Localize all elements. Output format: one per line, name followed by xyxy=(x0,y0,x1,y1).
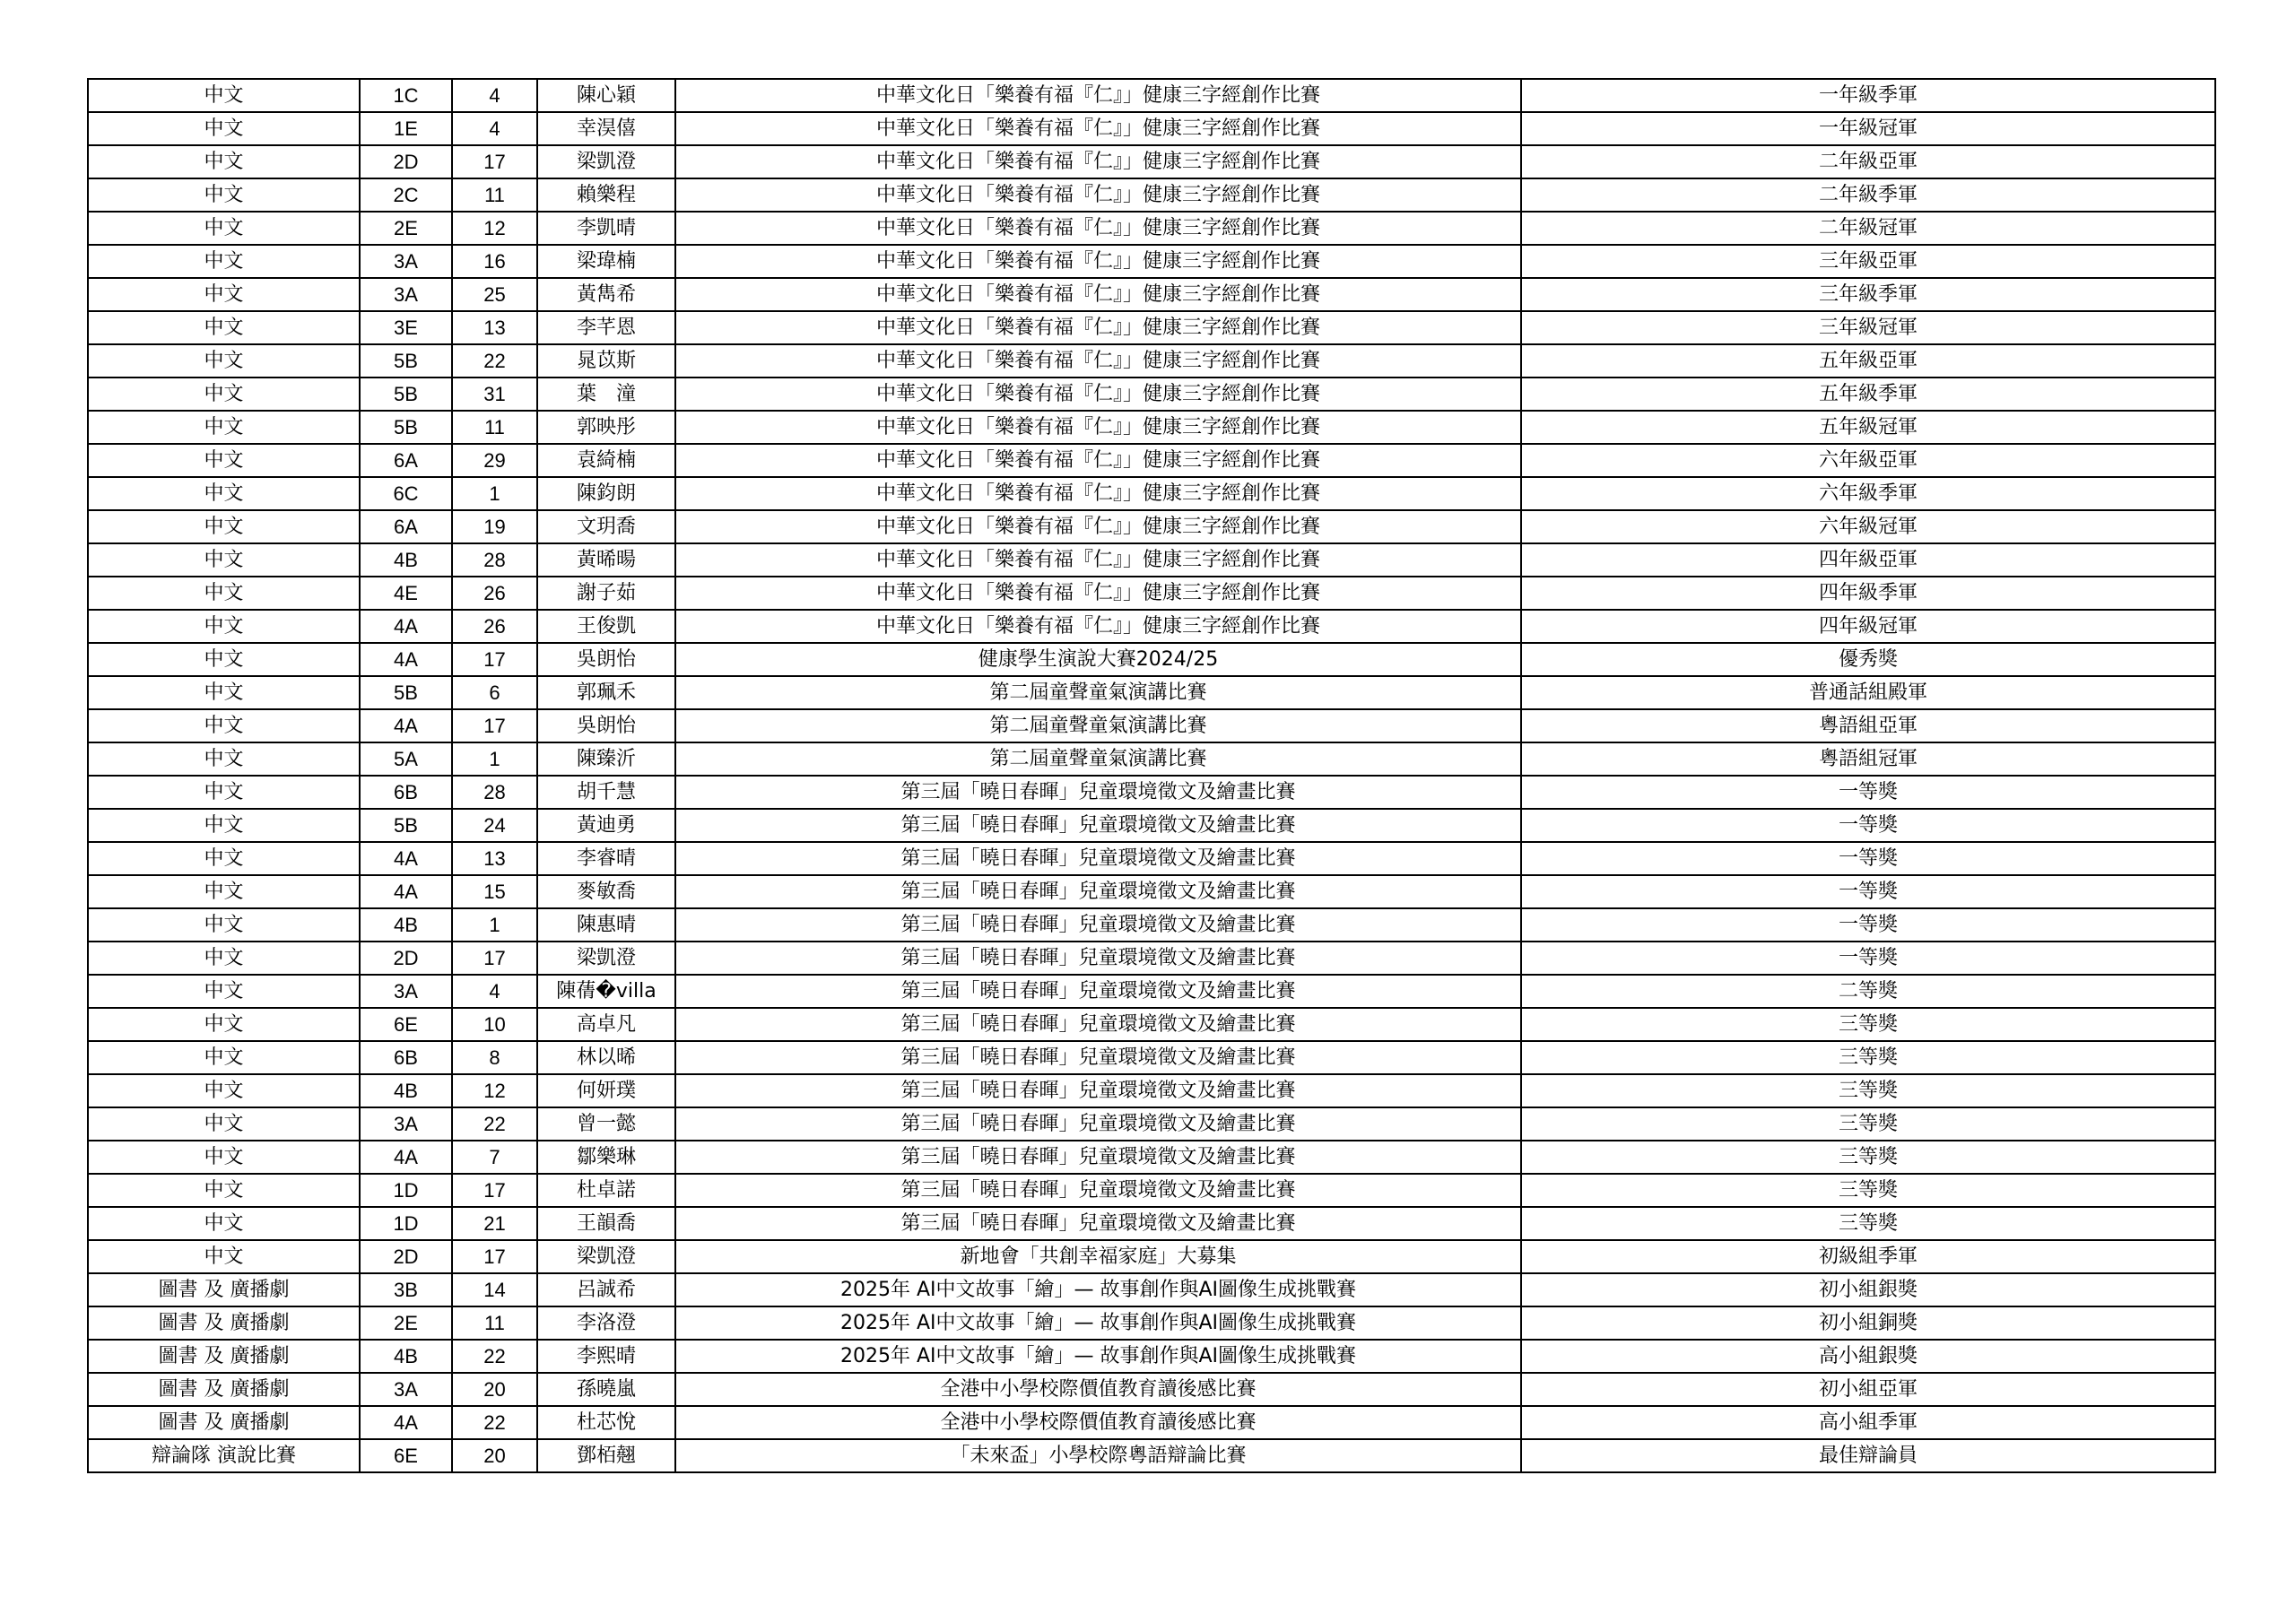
subject-cell: 中文 xyxy=(88,112,360,145)
competition-cell: 第三屆「曉日春暉」兒童環境徵文及繪畫比賽 xyxy=(675,809,1521,842)
table-row xyxy=(88,1174,2215,1207)
student-name-cell: 幸淏僖 xyxy=(537,112,675,145)
student-name-cell: 文玥喬 xyxy=(537,510,675,543)
competition-cell: 中華文化日「樂養有福『仁』」健康三字經創作比賽 xyxy=(675,311,1521,344)
competition-cell: 中華文化日「樂養有福『仁』」健康三字經創作比賽 xyxy=(675,79,1521,112)
class-cell: 3E xyxy=(360,311,452,344)
subject-cell: 中文 xyxy=(88,145,360,178)
student-name-cell: 陳心穎 xyxy=(537,79,675,112)
student-number-cell: 28 xyxy=(452,543,537,577)
table-row xyxy=(88,444,2215,477)
awards-table-body xyxy=(88,79,2215,1472)
student-name-cell: 林以晞 xyxy=(537,1041,675,1074)
student-name-cell: 郭映彤 xyxy=(537,411,675,444)
competition-cell: 中華文化日「樂養有福『仁』」健康三字經創作比賽 xyxy=(675,477,1521,510)
student-number-cell: 1 xyxy=(452,908,537,942)
subject-cell: 圖書 及 廣播劇 xyxy=(88,1273,360,1306)
subject-cell: 中文 xyxy=(88,1107,360,1141)
subject-cell: 中文 xyxy=(88,1008,360,1041)
award-cell: 三等獎 xyxy=(1521,1174,2215,1207)
student-number-cell: 17 xyxy=(452,942,537,975)
competition-cell: 全港中小學校際價值教育讀後感比賽 xyxy=(675,1373,1521,1406)
student-name-cell: 陳惠晴 xyxy=(537,908,675,942)
subject-cell: 中文 xyxy=(88,510,360,543)
competition-cell: 2025年 AI中文故事「繪」— 故事創作與AI圖像生成挑戰賽 xyxy=(675,1273,1521,1306)
student-name-cell: 賴樂程 xyxy=(537,178,675,212)
table-row xyxy=(88,1273,2215,1306)
student-number-cell: 4 xyxy=(452,112,537,145)
competition-cell: 2025年 AI中文故事「繪」— 故事創作與AI圖像生成挑戰賽 xyxy=(675,1306,1521,1340)
class-cell: 3A xyxy=(360,245,452,278)
competition-cell: 新地會「共創幸福家庭」大募集 xyxy=(675,1240,1521,1273)
subject-cell: 中文 xyxy=(88,776,360,809)
competition-cell: 中華文化日「樂養有福『仁』」健康三字經創作比賽 xyxy=(675,510,1521,543)
competition-cell: 中華文化日「樂養有福『仁』」健康三字經創作比賽 xyxy=(675,378,1521,411)
student-name-cell: 梁瑋楠 xyxy=(537,245,675,278)
table-row xyxy=(88,577,2215,610)
subject-cell: 圖書 及 廣播劇 xyxy=(88,1340,360,1373)
student-number-cell: 20 xyxy=(452,1439,537,1472)
student-name-cell: 梁凱澄 xyxy=(537,942,675,975)
subject-cell: 中文 xyxy=(88,543,360,577)
class-cell: 5B xyxy=(360,809,452,842)
subject-cell: 中文 xyxy=(88,809,360,842)
subject-cell: 中文 xyxy=(88,742,360,776)
subject-cell: 辯論隊 演說比賽 xyxy=(88,1439,360,1472)
award-cell: 三等獎 xyxy=(1521,1141,2215,1174)
table-row xyxy=(88,1107,2215,1141)
table-row xyxy=(88,112,2215,145)
student-name-cell: 葉 潼 xyxy=(537,378,675,411)
student-number-cell: 17 xyxy=(452,145,537,178)
competition-cell: 中華文化日「樂養有福『仁』」健康三字經創作比賽 xyxy=(675,245,1521,278)
student-number-cell: 24 xyxy=(452,809,537,842)
student-name-cell: 吳朗怡 xyxy=(537,709,675,742)
table-row xyxy=(88,411,2215,444)
table-row xyxy=(88,742,2215,776)
subject-cell: 中文 xyxy=(88,908,360,942)
table-row xyxy=(88,1008,2215,1041)
student-name-cell: 何妍璞 xyxy=(537,1074,675,1107)
class-cell: 6E xyxy=(360,1008,452,1041)
award-cell: 三年級亞軍 xyxy=(1521,245,2215,278)
student-name-cell: 陳鈞朗 xyxy=(537,477,675,510)
award-cell: 二年級亞軍 xyxy=(1521,145,2215,178)
student-name-cell: 黃雋希 xyxy=(537,278,675,311)
awards-table xyxy=(87,78,2216,1473)
student-name-cell: 胡千慧 xyxy=(537,776,675,809)
competition-cell: 第二屆童聲童氣演講比賽 xyxy=(675,709,1521,742)
student-number-cell: 16 xyxy=(452,245,537,278)
student-number-cell: 26 xyxy=(452,577,537,610)
student-number-cell: 22 xyxy=(452,1107,537,1141)
competition-cell: 「未來盃」小學校際粵語辯論比賽 xyxy=(675,1439,1521,1472)
table-row xyxy=(88,212,2215,245)
student-name-cell: 黃晞暘 xyxy=(537,543,675,577)
class-cell: 4A xyxy=(360,709,452,742)
student-name-cell: 袁綺楠 xyxy=(537,444,675,477)
table-row xyxy=(88,1041,2215,1074)
table-row xyxy=(88,676,2215,709)
table-row xyxy=(88,378,2215,411)
student-number-cell: 26 xyxy=(452,610,537,643)
subject-cell: 中文 xyxy=(88,245,360,278)
award-cell: 初小組銅獎 xyxy=(1521,1306,2215,1340)
class-cell: 6A xyxy=(360,510,452,543)
subject-cell: 中文 xyxy=(88,311,360,344)
subject-cell: 中文 xyxy=(88,709,360,742)
award-cell: 高小組銀獎 xyxy=(1521,1340,2215,1373)
class-cell: 5A xyxy=(360,742,452,776)
student-number-cell: 17 xyxy=(452,1240,537,1273)
table-row xyxy=(88,875,2215,908)
subject-cell: 中文 xyxy=(88,1041,360,1074)
subject-cell: 中文 xyxy=(88,1240,360,1273)
award-cell: 一年級冠軍 xyxy=(1521,112,2215,145)
student-number-cell: 4 xyxy=(452,975,537,1008)
class-cell: 4E xyxy=(360,577,452,610)
class-cell: 6B xyxy=(360,1041,452,1074)
student-name-cell: 黃迪勇 xyxy=(537,809,675,842)
competition-cell: 第三屆「曉日春暉」兒童環境徵文及繪畫比賽 xyxy=(675,1107,1521,1141)
student-number-cell: 22 xyxy=(452,1340,537,1373)
competition-cell: 中華文化日「樂養有福『仁』」健康三字經創作比賽 xyxy=(675,145,1521,178)
student-number-cell: 21 xyxy=(452,1207,537,1240)
student-number-cell: 1 xyxy=(452,477,537,510)
subject-cell: 中文 xyxy=(88,411,360,444)
award-cell: 最佳辯論員 xyxy=(1521,1439,2215,1472)
student-name-cell: 梁凱澄 xyxy=(537,145,675,178)
class-cell: 3B xyxy=(360,1273,452,1306)
table-row xyxy=(88,510,2215,543)
class-cell: 5B xyxy=(360,411,452,444)
student-number-cell: 12 xyxy=(452,212,537,245)
student-number-cell: 28 xyxy=(452,776,537,809)
competition-cell: 中華文化日「樂養有福『仁』」健康三字經創作比賽 xyxy=(675,278,1521,311)
competition-cell: 中華文化日「樂養有福『仁』」健康三字經創作比賽 xyxy=(675,610,1521,643)
competition-cell: 中華文化日「樂養有福『仁』」健康三字經創作比賽 xyxy=(675,344,1521,378)
award-cell: 一年級季軍 xyxy=(1521,79,2215,112)
student-number-cell: 7 xyxy=(452,1141,537,1174)
table-row xyxy=(88,543,2215,577)
subject-cell: 中文 xyxy=(88,676,360,709)
student-number-cell: 17 xyxy=(452,1174,537,1207)
class-cell: 4A xyxy=(360,875,452,908)
table-row xyxy=(88,245,2215,278)
award-cell: 三等獎 xyxy=(1521,1207,2215,1240)
class-cell: 2D xyxy=(360,145,452,178)
student-name-cell: 梁凱澄 xyxy=(537,1240,675,1273)
student-name-cell: 李洛澄 xyxy=(537,1306,675,1340)
subject-cell: 中文 xyxy=(88,477,360,510)
award-cell: 初級組季軍 xyxy=(1521,1240,2215,1273)
student-name-cell: 王俊凱 xyxy=(537,610,675,643)
table-row xyxy=(88,1306,2215,1340)
award-cell: 二年級季軍 xyxy=(1521,178,2215,212)
competition-cell: 第三屆「曉日春暉」兒童環境徵文及繪畫比賽 xyxy=(675,908,1521,942)
award-cell: 一等獎 xyxy=(1521,776,2215,809)
student-number-cell: 17 xyxy=(452,643,537,676)
subject-cell: 中文 xyxy=(88,444,360,477)
award-cell: 優秀獎 xyxy=(1521,643,2215,676)
student-name-cell: 杜芯悅 xyxy=(537,1406,675,1439)
award-cell: 一等獎 xyxy=(1521,809,2215,842)
student-number-cell: 13 xyxy=(452,311,537,344)
competition-cell: 中華文化日「樂養有福『仁』」健康三字經創作比賽 xyxy=(675,212,1521,245)
class-cell: 1D xyxy=(360,1207,452,1240)
class-cell: 3A xyxy=(360,278,452,311)
class-cell: 4B xyxy=(360,1074,452,1107)
class-cell: 6A xyxy=(360,444,452,477)
competition-cell: 中華文化日「樂養有福『仁』」健康三字經創作比賽 xyxy=(675,112,1521,145)
student-name-cell: 李睿晴 xyxy=(537,842,675,875)
competition-cell: 第三屆「曉日春暉」兒童環境徵文及繪畫比賽 xyxy=(675,776,1521,809)
table-row xyxy=(88,1141,2215,1174)
award-cell: 三等獎 xyxy=(1521,1041,2215,1074)
award-cell: 粵語組亞軍 xyxy=(1521,709,2215,742)
class-cell: 6E xyxy=(360,1439,452,1472)
award-cell: 初小組亞軍 xyxy=(1521,1373,2215,1406)
competition-cell: 全港中小學校際價值教育讀後感比賽 xyxy=(675,1406,1521,1439)
student-name-cell: 鄒樂琳 xyxy=(537,1141,675,1174)
table-row xyxy=(88,178,2215,212)
subject-cell: 中文 xyxy=(88,1074,360,1107)
award-cell: 三等獎 xyxy=(1521,1107,2215,1141)
table-row xyxy=(88,278,2215,311)
award-cell: 一等獎 xyxy=(1521,908,2215,942)
table-row xyxy=(88,1074,2215,1107)
competition-cell: 第三屆「曉日春暉」兒童環境徵文及繪畫比賽 xyxy=(675,842,1521,875)
subject-cell: 中文 xyxy=(88,344,360,378)
table-row xyxy=(88,709,2215,742)
awards-table-container xyxy=(87,78,2214,1473)
competition-cell: 第三屆「曉日春暉」兒童環境徵文及繪畫比賽 xyxy=(675,1008,1521,1041)
award-cell: 三等獎 xyxy=(1521,1008,2215,1041)
class-cell: 4A xyxy=(360,643,452,676)
competition-cell: 健康學生演說大賽2024/25 xyxy=(675,643,1521,676)
class-cell: 4A xyxy=(360,1406,452,1439)
table-row xyxy=(88,344,2215,378)
competition-cell: 中華文化日「樂養有福『仁』」健康三字經創作比賽 xyxy=(675,543,1521,577)
table-row xyxy=(88,1439,2215,1472)
competition-cell: 第三屆「曉日春暉」兒童環境徵文及繪畫比賽 xyxy=(675,1207,1521,1240)
subject-cell: 中文 xyxy=(88,1207,360,1240)
student-number-cell: 10 xyxy=(452,1008,537,1041)
table-row xyxy=(88,1340,2215,1373)
class-cell: 6C xyxy=(360,477,452,510)
student-name-cell: 曾一懿 xyxy=(537,1107,675,1141)
class-cell: 5B xyxy=(360,676,452,709)
table-row xyxy=(88,79,2215,112)
table-row xyxy=(88,975,2215,1008)
competition-cell: 中華文化日「樂養有福『仁』」健康三字經創作比賽 xyxy=(675,178,1521,212)
class-cell: 1E xyxy=(360,112,452,145)
student-name-cell: 李熙晴 xyxy=(537,1340,675,1373)
student-number-cell: 20 xyxy=(452,1373,537,1406)
competition-cell: 第三屆「曉日春暉」兒童環境徵文及繪畫比賽 xyxy=(675,1174,1521,1207)
student-number-cell: 11 xyxy=(452,411,537,444)
table-row xyxy=(88,942,2215,975)
student-number-cell: 25 xyxy=(452,278,537,311)
subject-cell: 中文 xyxy=(88,577,360,610)
student-name-cell: 晁苡斯 xyxy=(537,344,675,378)
subject-cell: 中文 xyxy=(88,178,360,212)
competition-cell: 第三屆「曉日春暉」兒童環境徵文及繪畫比賽 xyxy=(675,1041,1521,1074)
student-number-cell: 11 xyxy=(452,1306,537,1340)
award-cell: 五年級冠軍 xyxy=(1521,411,2215,444)
award-cell: 五年級亞軍 xyxy=(1521,344,2215,378)
award-cell: 四年級亞軍 xyxy=(1521,543,2215,577)
student-name-cell: 王韻喬 xyxy=(537,1207,675,1240)
award-cell: 六年級冠軍 xyxy=(1521,510,2215,543)
student-name-cell: 陳臻沂 xyxy=(537,742,675,776)
award-cell: 粵語組冠軍 xyxy=(1521,742,2215,776)
award-cell: 三年級冠軍 xyxy=(1521,311,2215,344)
student-name-cell: 李芊恩 xyxy=(537,311,675,344)
competition-cell: 2025年 AI中文故事「繪」— 故事創作與AI圖像生成挑戰賽 xyxy=(675,1340,1521,1373)
class-cell: 6B xyxy=(360,776,452,809)
subject-cell: 中文 xyxy=(88,610,360,643)
student-name-cell: 呂誠希 xyxy=(537,1273,675,1306)
competition-cell: 第二屆童聲童氣演講比賽 xyxy=(675,676,1521,709)
award-cell: 二等獎 xyxy=(1521,975,2215,1008)
competition-cell: 中華文化日「樂養有福『仁』」健康三字經創作比賽 xyxy=(675,577,1521,610)
subject-cell: 中文 xyxy=(88,643,360,676)
student-number-cell: 4 xyxy=(452,79,537,112)
class-cell: 4B xyxy=(360,908,452,942)
competition-cell: 第三屆「曉日春暉」兒童環境徵文及繪畫比賽 xyxy=(675,875,1521,908)
competition-cell: 第三屆「曉日春暉」兒童環境徵文及繪畫比賽 xyxy=(675,942,1521,975)
student-number-cell: 11 xyxy=(452,178,537,212)
class-cell: 1D xyxy=(360,1174,452,1207)
class-cell: 2E xyxy=(360,1306,452,1340)
table-row xyxy=(88,643,2215,676)
student-name-cell: 鄧栢翹 xyxy=(537,1439,675,1472)
class-cell: 1C xyxy=(360,79,452,112)
class-cell: 2C xyxy=(360,178,452,212)
table-row xyxy=(88,311,2215,344)
class-cell: 2D xyxy=(360,1240,452,1273)
table-row xyxy=(88,776,2215,809)
subject-cell: 中文 xyxy=(88,79,360,112)
award-cell: 三等獎 xyxy=(1521,1074,2215,1107)
competition-cell: 中華文化日「樂養有福『仁』」健康三字經創作比賽 xyxy=(675,444,1521,477)
student-name-cell: 孫曉嵐 xyxy=(537,1373,675,1406)
award-cell: 高小組季軍 xyxy=(1521,1406,2215,1439)
award-cell: 四年級冠軍 xyxy=(1521,610,2215,643)
student-number-cell: 6 xyxy=(452,676,537,709)
award-cell: 初小組銀獎 xyxy=(1521,1273,2215,1306)
table-row xyxy=(88,1240,2215,1273)
table-row xyxy=(88,1406,2215,1439)
award-cell: 一等獎 xyxy=(1521,842,2215,875)
student-name-cell: 麥敏喬 xyxy=(537,875,675,908)
subject-cell: 圖書 及 廣播劇 xyxy=(88,1306,360,1340)
student-name-cell: 謝子茹 xyxy=(537,577,675,610)
competition-cell: 第三屆「曉日春暉」兒童環境徵文及繪畫比賽 xyxy=(675,1074,1521,1107)
subject-cell: 中文 xyxy=(88,278,360,311)
competition-cell: 第三屆「曉日春暉」兒童環境徵文及繪畫比賽 xyxy=(675,975,1521,1008)
student-number-cell: 19 xyxy=(452,510,537,543)
subject-cell: 圖書 及 廣播劇 xyxy=(88,1373,360,1406)
award-cell: 六年級季軍 xyxy=(1521,477,2215,510)
award-cell: 三年級季軍 xyxy=(1521,278,2215,311)
table-row xyxy=(88,145,2215,178)
student-number-cell: 12 xyxy=(452,1074,537,1107)
student-name-cell: 李凱晴 xyxy=(537,212,675,245)
table-row xyxy=(88,1207,2215,1240)
student-number-cell: 31 xyxy=(452,378,537,411)
subject-cell: 中文 xyxy=(88,378,360,411)
class-cell: 4B xyxy=(360,1340,452,1373)
class-cell: 2D xyxy=(360,942,452,975)
award-cell: 二年級冠軍 xyxy=(1521,212,2215,245)
class-cell: 3A xyxy=(360,975,452,1008)
table-row xyxy=(88,842,2215,875)
subject-cell: 中文 xyxy=(88,942,360,975)
class-cell: 5B xyxy=(360,378,452,411)
student-name-cell: 高卓凡 xyxy=(537,1008,675,1041)
award-cell: 五年級季軍 xyxy=(1521,378,2215,411)
competition-cell: 第二屆童聲童氣演講比賽 xyxy=(675,742,1521,776)
subject-cell: 中文 xyxy=(88,842,360,875)
student-number-cell: 22 xyxy=(452,344,537,378)
award-cell: 一等獎 xyxy=(1521,875,2215,908)
competition-cell: 中華文化日「樂養有福『仁』」健康三字經創作比賽 xyxy=(675,411,1521,444)
class-cell: 3A xyxy=(360,1107,452,1141)
class-cell: 4A xyxy=(360,1141,452,1174)
class-cell: 2E xyxy=(360,212,452,245)
table-row xyxy=(88,477,2215,510)
table-row xyxy=(88,1373,2215,1406)
subject-cell: 中文 xyxy=(88,875,360,908)
subject-cell: 圖書 及 廣播劇 xyxy=(88,1406,360,1439)
student-number-cell: 14 xyxy=(452,1273,537,1306)
class-cell: 4A xyxy=(360,842,452,875)
student-number-cell: 22 xyxy=(452,1406,537,1439)
student-number-cell: 17 xyxy=(452,709,537,742)
subject-cell: 中文 xyxy=(88,1174,360,1207)
table-row xyxy=(88,809,2215,842)
table-row xyxy=(88,908,2215,942)
class-cell: 4B xyxy=(360,543,452,577)
student-number-cell: 13 xyxy=(452,842,537,875)
table-row xyxy=(88,610,2215,643)
student-number-cell: 1 xyxy=(452,742,537,776)
subject-cell: 中文 xyxy=(88,1141,360,1174)
subject-cell: 中文 xyxy=(88,212,360,245)
award-cell: 一等獎 xyxy=(1521,942,2215,975)
student-number-cell: 15 xyxy=(452,875,537,908)
student-name-cell: 吳朗怡 xyxy=(537,643,675,676)
student-name-cell: 杜卓諾 xyxy=(537,1174,675,1207)
subject-cell: 中文 xyxy=(88,975,360,1008)
award-cell: 四年級季軍 xyxy=(1521,577,2215,610)
competition-cell: 第三屆「曉日春暉」兒童環境徵文及繪畫比賽 xyxy=(675,1141,1521,1174)
class-cell: 5B xyxy=(360,344,452,378)
student-name-cell: 郭珮禾 xyxy=(537,676,675,709)
award-cell: 普通話組殿軍 xyxy=(1521,676,2215,709)
student-name-cell: 陳蒨�villa xyxy=(537,975,675,1008)
class-cell: 3A xyxy=(360,1373,452,1406)
class-cell: 4A xyxy=(360,610,452,643)
student-number-cell: 29 xyxy=(452,444,537,477)
student-number-cell: 8 xyxy=(452,1041,537,1074)
award-cell: 六年級亞軍 xyxy=(1521,444,2215,477)
